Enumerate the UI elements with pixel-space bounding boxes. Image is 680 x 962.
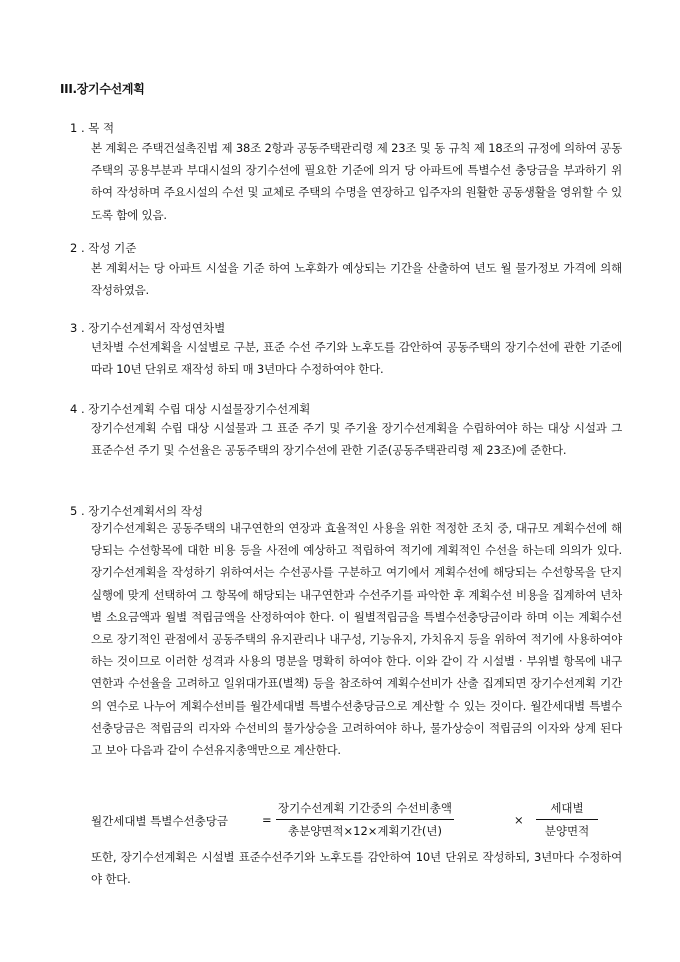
- formula-times: ×: [514, 813, 524, 827]
- fraction-denominator: 분양면적: [536, 819, 598, 839]
- section-heading: 2 . 작성 기준: [70, 241, 137, 255]
- formula-label: 월간세대별 특별수선충당금: [91, 814, 228, 828]
- fraction-denominator: 총분양면적×12×계획기간(년): [276, 819, 454, 839]
- section-body: 년차별 수선계획을 시설별로 구분, 표준 수선 주기와 노후도를 감안하여 공동주택의 장기수선에 관한 기준에 따라 10년 단위로 재작성 하되 매 3년마다 수정하여야 한다.: [91, 340, 622, 377]
- closing-paragraph: 또한, 장기수선계획은 시설별 표준수선주기와 노후도를 감안하여 10년 단위로 작성하되, 3년마다 수정하여야 한다.: [91, 850, 622, 886]
- section-body: 본 계획은 주택건설촉진법 제 38조 2항과 공동주택관리령 제 23조 및 동 규칙 제 18조의 규정에 의하여 공동주택의 공용부분과 부대시설의 장기수선에 필요한 기준에 의거 당 아파트에 특별수선 충당금을 부과하기 위하여 작성하며 주요시설의 수선 및 교체로 주택의 수명을 연장하고 입주자의 원활한 공동생활을 영위할 수 있도록 함에 있음.: [91, 141, 622, 222]
- section-heading: 3 . 장기수선계획서 작성연차별: [70, 321, 226, 335]
- reserve-formula: [0, 800, 680, 844]
- section-heading: 5 . 장기수선계획서의 작성: [70, 504, 204, 518]
- document-title: III.장기수선계획: [60, 82, 145, 96]
- section-body: 장기수선계획 수립 대상 시설물과 그 표준 주기 및 주기율 장기수선계획을 수립하여야 하는 대상 시설과 그 표준수선 주기 및 수선율은 공동주택의 장기수선에 관한 기준(공동주택관리령 제 23조)에 준한다.: [91, 421, 622, 458]
- section-heading: 4 . 장기수선계획 수립 대상 시설물장기수선계획: [70, 402, 311, 416]
- section-heading: 1 . 목 적: [70, 121, 115, 135]
- section-body: 장기수선계획은 공동주택의 내구연한의 연장과 효율적인 사용을 위한 적정한 조치 중, 대규모 계획수선에 해당되는 수선항목에 대한 비용 등을 사전에 예상하고 적립하여 적기에 계획적인 수선을 하는데 의의가 있다. 장기수선계획을 작성하기 위하여서는 수선공사를 구분하고 여기에서 계획수선에 해당되는 수선항목을 단지 실행에 맞게 선택하여 그 항목에 해당되는 내구연한과 수선주기를 파악한 후 계획수선 비용을 집계하여 년차별 소요금액과 월별 적립금액을 산정하여야 한다. 이 월별적립금을 특별수선충당금이라 하며 이는 계획수선으로 장기적인 관점에서 공동주택의 유지관리나 내구성, 기능유지, 가치유지 등을 위하여 적기에 사용하여야 하는 것이므로 이러한 성격과 사용의 명분을 명확히 하여야 한다. 이와 같이 각 시설별 · 부위별 항목에 내구연한과 수선율을 고려하고 일위대가표(별책) 등을 참조하여 계획수선비가 산출 집계되면 장기수선계획 기간의 연수로 나누어 계획수선비를 월간세대별 특별수선충당금으로 계산할 수 있는 것이다. 월간세대별 특별수선충당금은 적립금의 리자와 수선비의 물가상승을 고려하여야 하나, 물가상승이 적립금의 이자와 상계 된다고 보아 다음과 같이 수선유지총액만으로 계산한다.: [91, 521, 622, 758]
- formula-fraction-total: [276, 800, 454, 839]
- formula-equals: =: [262, 813, 272, 827]
- fraction-numerator: 장기수선계획 기간중의 수선비총액: [278, 801, 452, 815]
- section-body: 본 계획서는 당 아파트 시설을 기준 하여 노후화가 예상되는 기간을 산출하여 년도 월 물가정보 가격에 의해 작성하였음.: [91, 261, 622, 298]
- fraction-numerator: 세대별: [550, 801, 584, 815]
- formula-fraction-household: [536, 800, 598, 839]
